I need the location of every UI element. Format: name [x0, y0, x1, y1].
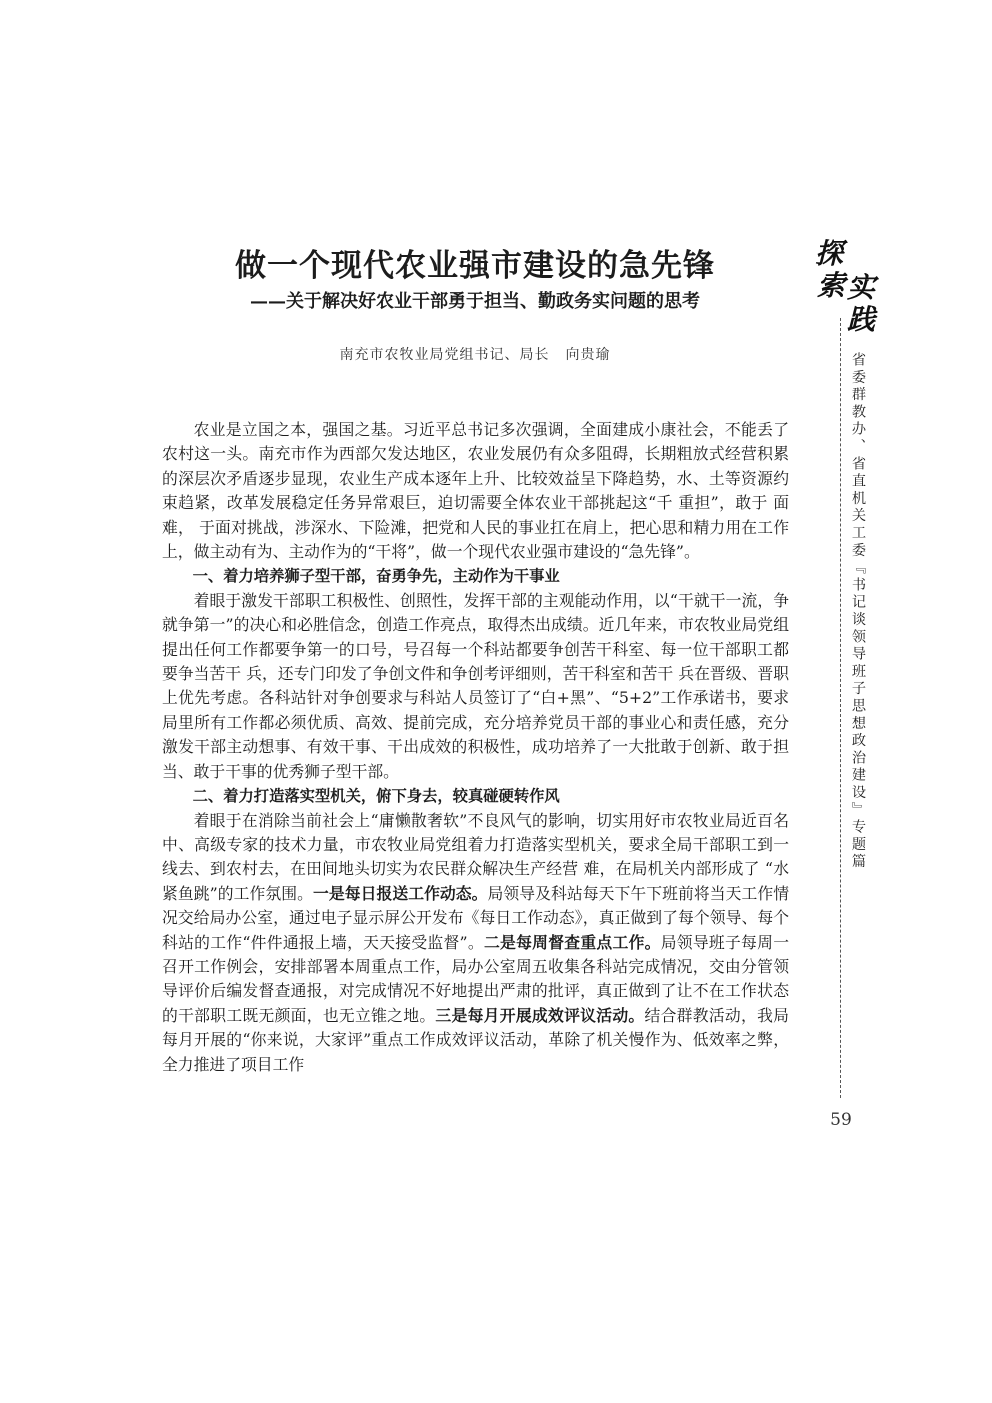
author-name: 向贵瑜: [565, 347, 611, 363]
page-number: 59: [822, 1110, 860, 1130]
bold-point-2: 二是每周督查重点工作。: [483, 932, 661, 952]
intro-paragraph: 农业是立国之本，强国之基。习近平总书记多次强调，全面建成小康社会，不能丢了农村这一头。南充市作为西部欠发达地区，农业发展仍有众多阻碍，长期粗放式经营积累的深层次矛盾逐步显现，农业生产成本逐年上升、比较效益呈下降趋势，水、土等资源约束趋紧，改革发展稳定任务异常艰巨，迫切需要全体农业干部挑起这“千 重担”，敢于 面 难， 于面对挑战，涉深水、下险滩，把党和人民的事业扛在肩上，把心思和精力用在工作上，做主动有为、主动作为的“干将”，做一个现代农业强市建设的“急先锋”。: [162, 420, 789, 562]
section-2-text-3: 局领导班子每周一召开工作例会，安排部署本周重点工作，局办公室周五收集各科站完成情况，交由分管领导评价后编发督查通报，对完成情况不好地提出严肃的批评，真正做到了让不在工作状态的干部职工既无颜面，也无立锥之地。: [162, 932, 789, 1025]
column-logo: [815, 232, 881, 336]
section-2-text-1: 着眼于在消除当前社会上“庸懒散奢软”不良风气的影响，切实用好市农牧业局近百名中、高级专家的技术力量，市农牧业局党组着力打造落实型机关，要求全局干部职工到一线去、到农村去，在田间地头切实为农民群众解决生产经营 难，在局机关内部形成了 “水紧鱼跳”的工作氛围。: [162, 810, 789, 903]
logo-char-4: 践: [847, 303, 876, 336]
section-heading-2: 二、着力打造落实型机关，俯下身去，较真碰硬转作风: [192, 787, 560, 806]
section-heading-1: 一、着力培养狮子型干部，奋勇争先，主动作为干事业: [192, 567, 560, 586]
section-2-text-2: 局领导及科站每天下午下班前将当天工作情况交给局办公室，通过电子显示屏公开发布《每日工作动态》，真正做到了每个领导、每个科站的工作“件件通报上墙，天天接受监督”。: [162, 883, 789, 952]
author-role: 南充市农牧业局党组书记、局长: [339, 347, 550, 363]
logo-char-1: 探: [815, 237, 844, 270]
logo-char-2: 索: [817, 269, 846, 302]
dashed-divider: [840, 318, 841, 1098]
article-title: 做一个现代农业强市建设的急先锋: [235, 248, 715, 284]
article-subtitle: ——关于解决好农业干部勇于担当、勤政务实问题的思考: [250, 291, 700, 312]
section-2-paragraph: [162, 809, 789, 1077]
bold-point-1: 一是每日报送工作动态。: [312, 883, 488, 903]
column-vertical-title: 省委群教办、省直机关工委『书记谈领导班子思想政治建设』专题篇: [846, 352, 868, 871]
logo-char-3: 实: [847, 271, 876, 304]
bold-point-3: 三是每月开展成效评议活动。: [435, 1005, 645, 1025]
section-1-paragraph: 着眼于激发干部职工积极性、创照性，发挥干部的主观能动作用，以“干就干一流，争就争第一”的决心和必胜信念，创造工作亮点，取得杰出成绩。近几年来，市农牧业局党组提出任何工作都要争第一的口号，号召每一个科站都要争创苦干科室、每一位干部职工都要争当苦干 兵，还专门印发了争创文件和争创考评细则，苦干科室和苦干 兵在晋级、晋职上优先考虑。各科站针对争创要求与科站人员签订了“白+黑”、“5+2”工作承诺书，要求局里所有工作都必须优质、高效、提前完成，充分培养党员干部的事业心和责任感，充分激发干部主动想事、有效干事、干出成效的积极性，成功培养了一大批敢于创新、敢于担当、敢于干事的优秀狮子型干部。: [162, 590, 789, 781]
section-2-text-4: 结合群教活动，我局每月开展的“你来说，大家评”重点工作成效评议活动，革除了机关慢作为、低效率之弊，全力推进了项目工作: [162, 1005, 789, 1074]
author-line: [160, 344, 790, 364]
article-body: [162, 418, 789, 1077]
